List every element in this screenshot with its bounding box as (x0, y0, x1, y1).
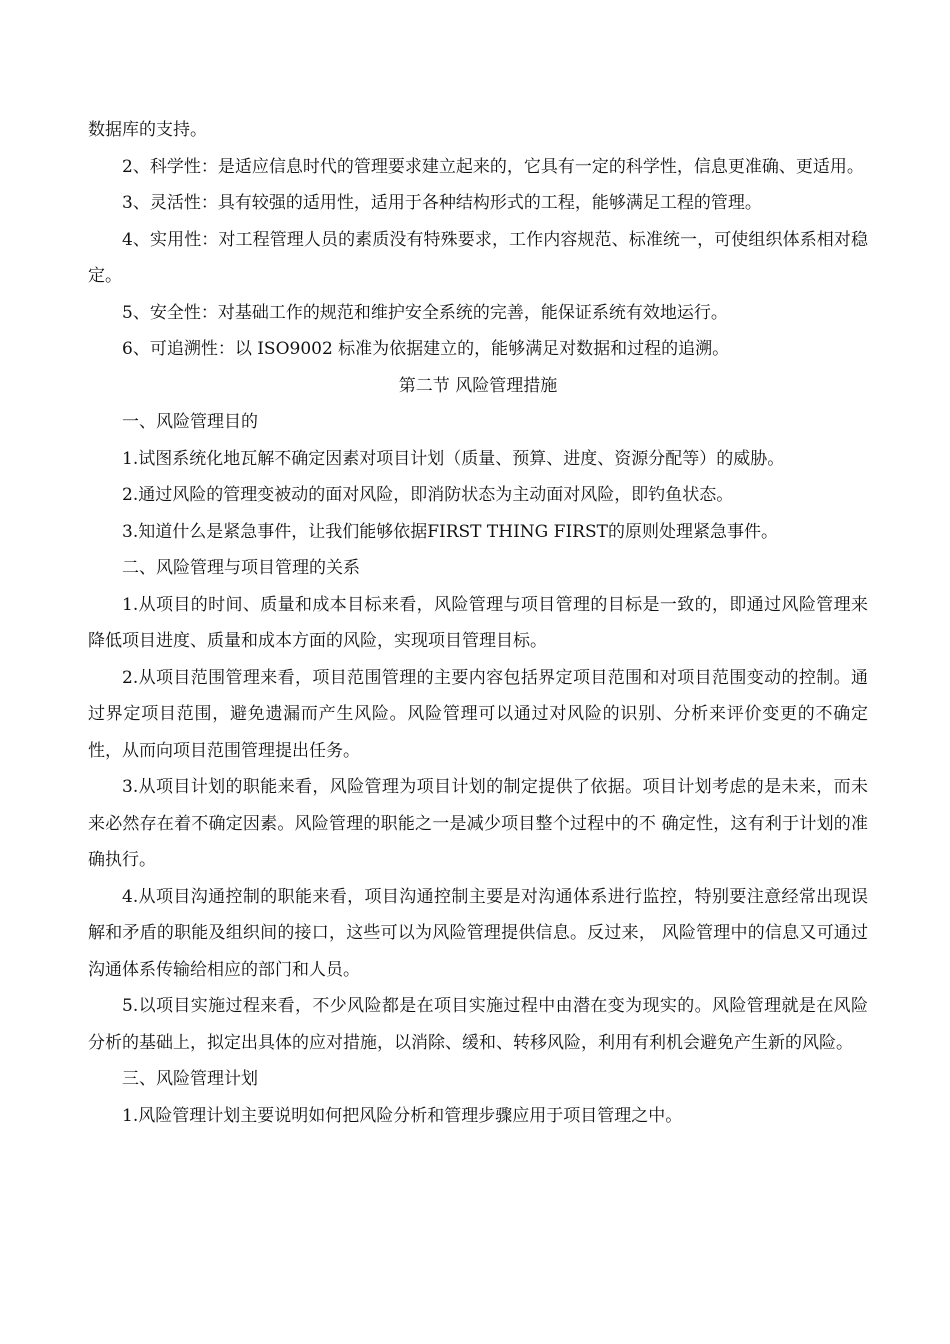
paragraph-item-4: 4、实用性：对工程管理人员的素质没有特殊要求，工作内容规范、标准统一，可使组织体系相对稳定。 (88, 229, 868, 286)
paragraph-item-2: 2、科学性：是适应信息时代的管理要求建立起来的，它具有一定的科学性，信息更准确、更适用。 (122, 156, 864, 177)
paragraph-relationship-4: 4.从项目沟通控制的职能来看，项目沟通控制主要是对沟通体系进行监控，特别要注意经常出现误解和矛盾的职能及组织间的接口，这些可以为风险管理提供信息。反过来， 风险管理中的信息又可通过沟通体系传输给相应的部门和人员。 (88, 886, 868, 980)
paragraph-continuation: 数据库的支持。 (88, 120, 207, 140)
paragraph-purpose-2: 2.通过风险的管理变被动的面对风险，即消防状态为主动面对风险，即钓鱼状态。 (122, 485, 734, 505)
paragraph-relationship-2: 2.从项目范围管理来看，项目范围管理的主要内容包括界定项目范围和对项目范围变动的控制。通过界定项目范围，避免遗漏而产生风险。风险管理可以通过对风险的识别、分析来评价变更的不确定性，从而向项目范围管理提出任务。 (88, 667, 868, 761)
subheading-risk-management-purpose: 一、风险管理目的 (122, 412, 258, 432)
paragraph-purpose-1: 1.试图系统化地瓦解不确定因素对项目计划（质量、预算、进度、资源分配等）的威胁。 (122, 448, 785, 469)
paragraph-relationship-1: 1.从项目的时间、质量和成本目标来看，风险管理与项目管理的目标是一致的，即通过风险管理来降低项目进度、质量和成本方面的风险，实现项目管理目标。 (88, 594, 868, 651)
paragraph-item-3: 3、灵活性：具有较强的适用性，适用于各种结构形式的工程，能够满足工程的管理。 (122, 193, 762, 213)
paragraph-item-5: 5、安全性：对基础工作的规范和维护安全系统的完善，能保证系统有效地运行。 (122, 302, 728, 323)
document-body (88, 112, 868, 1134)
section-heading: 第二节 风险管理措施 (398, 375, 558, 396)
paragraph-relationship-3: 3.从项目计划的职能来看，风险管理为项目计划的制定提供了依据。项目计划考虑的是未来，而未来必然存在着不确定因素。风险管理的职能之一是减少项目整个过程中的不 确定性，这有利于计划的准确执行。 (88, 777, 868, 870)
paragraph-purpose-3: 3.知道什么是紧急事件，让我们能够依据FIRST THING FIRST的原则处理紧急事件。 (122, 521, 778, 542)
paragraph-plan-1: 1.风险管理计划主要说明如何把风险分析和管理步骤应用于项目管理之中。 (122, 1105, 683, 1126)
paragraph-item-6: 6、可追溯性：以 ISO9002 标准为依据建立的，能够满足对数据和过程的追溯。 (122, 339, 730, 359)
subheading-risk-project-relationship: 二、风险管理与项目管理的关系 (122, 558, 360, 578)
paragraph-relationship-5: 5.以项目实施过程来看，不少风险都是在项目实施过程中由潜在变为现实的。风险管理就是在风险分析的基础上，拟定出具体的应对措施，以消除、缓和、转移风险，利用有利机会避免产生新的风险。 (88, 996, 868, 1053)
subheading-risk-management-plan: 三、风险管理计划 (122, 1069, 258, 1089)
